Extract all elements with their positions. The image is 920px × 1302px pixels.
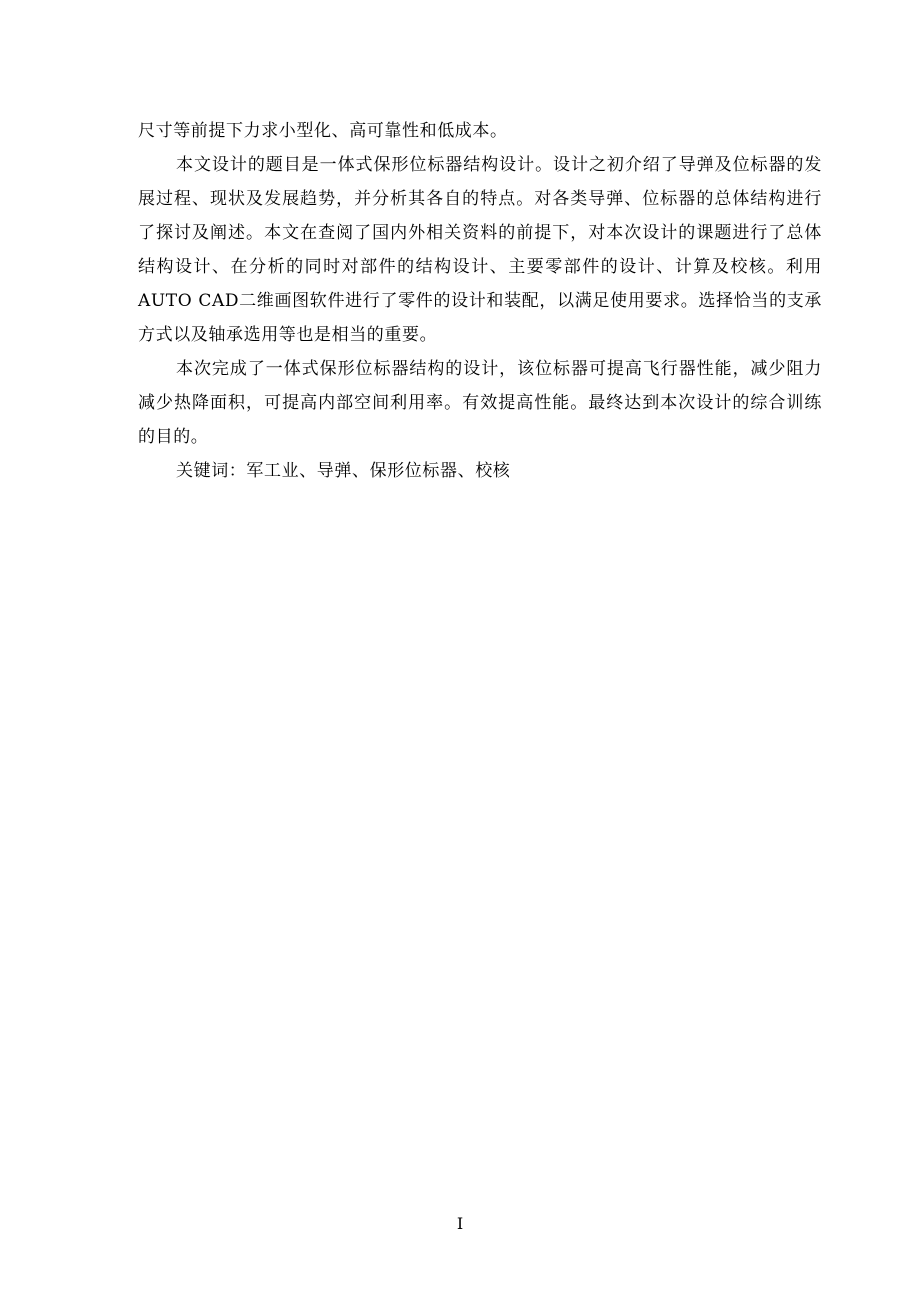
paragraph-conclusion: 本次完成了一体式保形位标器结构的设计，该位标器可提高飞行器性能，减少阻力减少热降面积，可提高内部空间利用率。有效提高性能。最终达到本次设计的综合训练的目的。: [138, 359, 822, 447]
keywords-line: 关键词：军工业、导弹、保形位标器、校核: [176, 461, 511, 481]
page-number: I: [456, 1214, 464, 1233]
abstract-body: [138, 114, 822, 488]
paragraph-design-topic: 本文设计的题目是一体式保形位标器结构设计。设计之初介绍了导弹及位标器的发展过程、现状及发展趋势，并分析其各自的特点。对各类导弹、位标器的总体结构进行了探讨及阐述。本文在查阅了国内外相关资料的前提下，对本次设计的课题进行了总体结构设计、在分析的同时对部件的结构设计、主要零部件的设计、计算及校核。利用AUTO CAD二维画图软件进行了零件的设计和装配，以满足使用要求。选择恰当的支承方式以及轴承选用等也是相当的重要。: [138, 155, 822, 345]
paragraph-continuation: 尺寸等前提下力求小型化、高可靠性和低成本。: [138, 121, 508, 141]
